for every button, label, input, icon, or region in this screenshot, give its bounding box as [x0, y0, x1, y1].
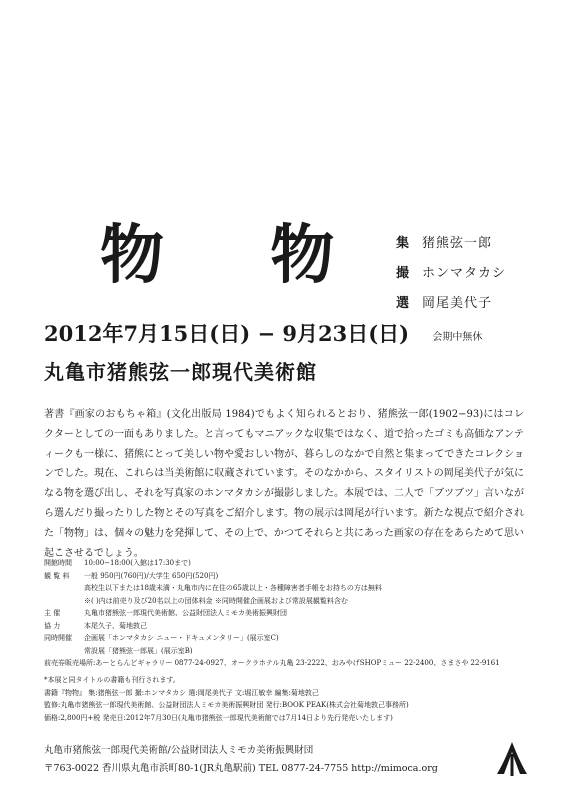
info-admission-note: 高校生以下または18歳未満・丸亀市内に在住の65歳以上・各種障害者手帳をお持ちの方は無料 [84, 584, 382, 592]
info-label: 協 力 [44, 621, 61, 630]
info-label: 同時開催 [44, 634, 72, 642]
footer-org: 丸亀市猪熊弦一郎現代美術館/公益財団法人ミモカ美術振興財団 [44, 745, 314, 756]
credit-role: 集 [396, 236, 410, 251]
credit-name: ホンマタカシ [422, 266, 507, 281]
period-dates: 2012年7月15日(日) − 9月23日(日) [44, 321, 410, 346]
credit-collect [396, 232, 506, 262]
venue-name: 丸亀市猪熊弦一郎現代美術館 [44, 360, 317, 384]
museum-logo-icon [494, 740, 530, 778]
info-admission-note: ※( )内は前売り及び20名以上の団体料金 ※同時開催企画展および常設展観覧料含む [84, 596, 348, 605]
info-hours [44, 557, 544, 570]
book-line: 書籍『物物』 集:猪熊弦一郎 撮:ホンマタカシ 選:岡尾美代子 文:堀江敏幸 編集:菊地敦己 [44, 688, 319, 697]
info-value: 本尾久子、菊地敦己 [84, 621, 147, 630]
credit-name: 猪熊弦一郎 [422, 236, 493, 251]
credit-role: 選 [396, 296, 410, 311]
info-admission [44, 570, 544, 583]
info-block [44, 557, 544, 670]
description [44, 405, 524, 563]
info-value: 前売券販売場所:あーとらんどギャラリー 0877-24-0927、オークラホテル丸亀 23-2222、おみやげSHOPミュー 22-2400、さまさや 22-9161 [44, 659, 500, 667]
info-concurrent [44, 632, 544, 645]
footer-address: 〒763-0022 香川県丸亀市浜町80-1(JR丸亀駅前) TEL 0877-24-7755 http://mimoca.org [44, 763, 438, 774]
credit-name: 岡尾美代子 [422, 296, 493, 311]
info-value: 10:00−18:00(入館は17:30まで) [84, 559, 191, 567]
info-organizer [44, 607, 544, 620]
info-concurrent-2: 常設展「猪熊弦一郎展」(展示室B) [84, 646, 193, 655]
info-value: 企画展「ホンマタカシ ニュー・ドキュメンタリー」(展示室C) [84, 634, 279, 642]
info-label: 観 覧 料 [44, 571, 70, 580]
credit-role: 撮 [396, 266, 410, 281]
info-presale [44, 657, 544, 670]
info-label: 開館時間 [44, 559, 72, 567]
info-value: 一般 950円(760円)/大学生 650円(520円) [84, 571, 219, 580]
info-cooperation [44, 620, 544, 633]
info-value: 丸亀市猪熊弦一郎現代美術館、公益財団法人ミモカ美術振興財団 [84, 609, 287, 617]
credits-list [396, 232, 506, 322]
credit-photo [396, 262, 506, 292]
footer [44, 742, 438, 778]
info-label: 主 催 [44, 609, 61, 617]
period-note: 会期中無休 [432, 332, 483, 343]
book-info [44, 674, 409, 724]
exhibition-period [44, 318, 482, 348]
exhibition-title: 物 物 [100, 218, 377, 293]
book-line: 監修:丸亀市猪熊弦一郎現代美術館、公益財団法人ミモカ美術振興財団 発行:BOOK PEAK(株式会社菊地敦己事務所) [44, 701, 409, 709]
book-line: *本展と同タイトルの書籍も刊行されます。 [44, 676, 180, 684]
book-line: 価格:2,800円+税 発売日:2012年7月30日(丸亀市猪熊弦一郎現代美術館では7月14日より先行発売いたします) [44, 713, 393, 722]
description-paragraph: 著書『画家のおもちゃ箱』(文化出版局 1984)でもよく知られるとおり、猪熊弦一郎(1902−93)にはコレクターとしての一面もありました。と言ってもマニアックな収集ではなく、道で拾ったゴミも高価なアンティークも一様に、猪熊にとって美しい物や愛おしい物が、暮らしのなかで自然と集まってできたコレクションでした。現在、これらは当美術館に収蔵されています。そのなかから、スタイリストの岡尾美代子が気になる物を選び出し、それを写真家のホンマタカシが撮影しました。本展では、二人で「ブツブツ」言いながら選んだり撮ったりした物とその写真をご紹介します。物の展示は岡尾が行います。新たな視点で紹介された「物物」は、個々の魅力を発揮して、その上で、かつてそれらと共にあった画家の存在をあらためて思い起こさせるでしょう。 [44, 409, 524, 559]
